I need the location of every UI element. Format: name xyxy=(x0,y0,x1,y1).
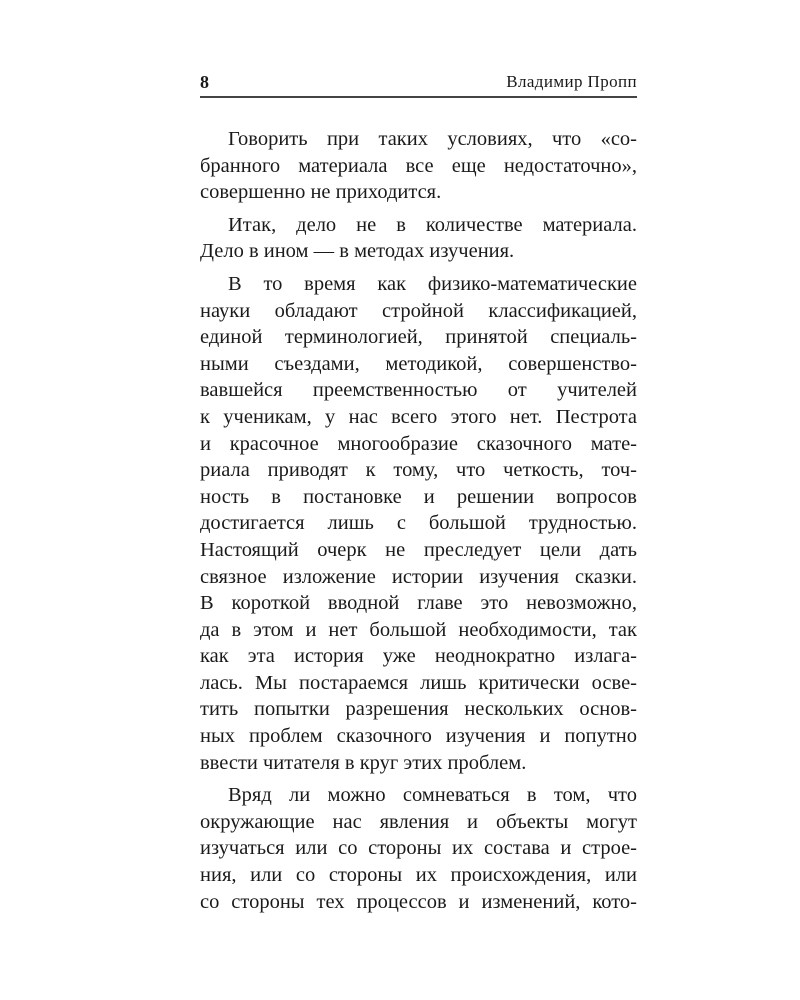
text-line: изучаться или со стороны их состава и строе- xyxy=(200,837,637,860)
book-page xyxy=(200,70,637,915)
text-line: риала приводят к тому, что четкость, точ- xyxy=(200,459,637,482)
text-line: бранного материала все еще недостаточно», xyxy=(200,154,637,177)
text-line: к ученикам, у нас всего этого нет. Пестрота xyxy=(200,405,637,428)
text-line: В короткой вводной главе это невозможно, xyxy=(200,592,637,615)
text-line: Итак, дело не в количестве материала. xyxy=(228,213,637,236)
text-line: ния, или со стороны их происхождения, или xyxy=(200,864,637,887)
body-text xyxy=(200,126,637,915)
paragraph-1 xyxy=(200,126,637,206)
paragraph-2 xyxy=(200,212,637,265)
text-line: достигается лишь с большой трудностью. xyxy=(200,512,637,535)
text-line: как эта история уже неоднократно излага- xyxy=(200,645,637,668)
text-line: В то время как физико-математические xyxy=(228,272,637,295)
running-head-author: Владимир Пропп xyxy=(506,72,637,91)
text-line: вавшейся преемственностью от учителей xyxy=(200,379,637,402)
text-line: тить попытки разрешения нескольких основ- xyxy=(200,698,637,721)
text-line: да в этом и нет большой необходимости, так xyxy=(200,618,637,641)
text-line: науки обладают стройной классификацией, xyxy=(200,299,637,322)
text-line: Говорить при таких условиях, что «со- xyxy=(228,128,637,150)
text-line: Дело в ином — в методах изучения. xyxy=(200,240,515,263)
text-line: единой терминологией, принятой специаль- xyxy=(200,326,637,349)
text-line: окружающие нас явления и объекты могут xyxy=(200,810,637,833)
text-line: Настоящий очерк не преследует цели дать xyxy=(200,538,637,561)
text-line: Вряд ли можно сомневаться в том, что xyxy=(228,784,637,807)
text-line: и красочное многообразие сказочного мате- xyxy=(200,432,637,455)
text-line: ввести читателя в круг этих проблем. xyxy=(200,751,527,774)
text-line: ных проблем сказочного изучения и попутно xyxy=(200,725,637,748)
paragraph-4 xyxy=(200,782,637,915)
paragraph-3 xyxy=(200,271,637,776)
running-header xyxy=(200,70,637,98)
text-line: лась. Мы постараемся лишь критически осве- xyxy=(200,671,637,694)
page-number: 8 xyxy=(200,72,209,92)
text-line: со стороны тех процессов и изменений, кото- xyxy=(200,890,637,913)
text-line: совершенно не приходится. xyxy=(200,181,442,204)
text-line: ными съездами, методикой, совершенство- xyxy=(200,352,637,375)
text-line: ность в постановке и решении вопросов xyxy=(200,485,637,508)
text-line: связное изложение истории изучения сказки. xyxy=(200,565,637,588)
